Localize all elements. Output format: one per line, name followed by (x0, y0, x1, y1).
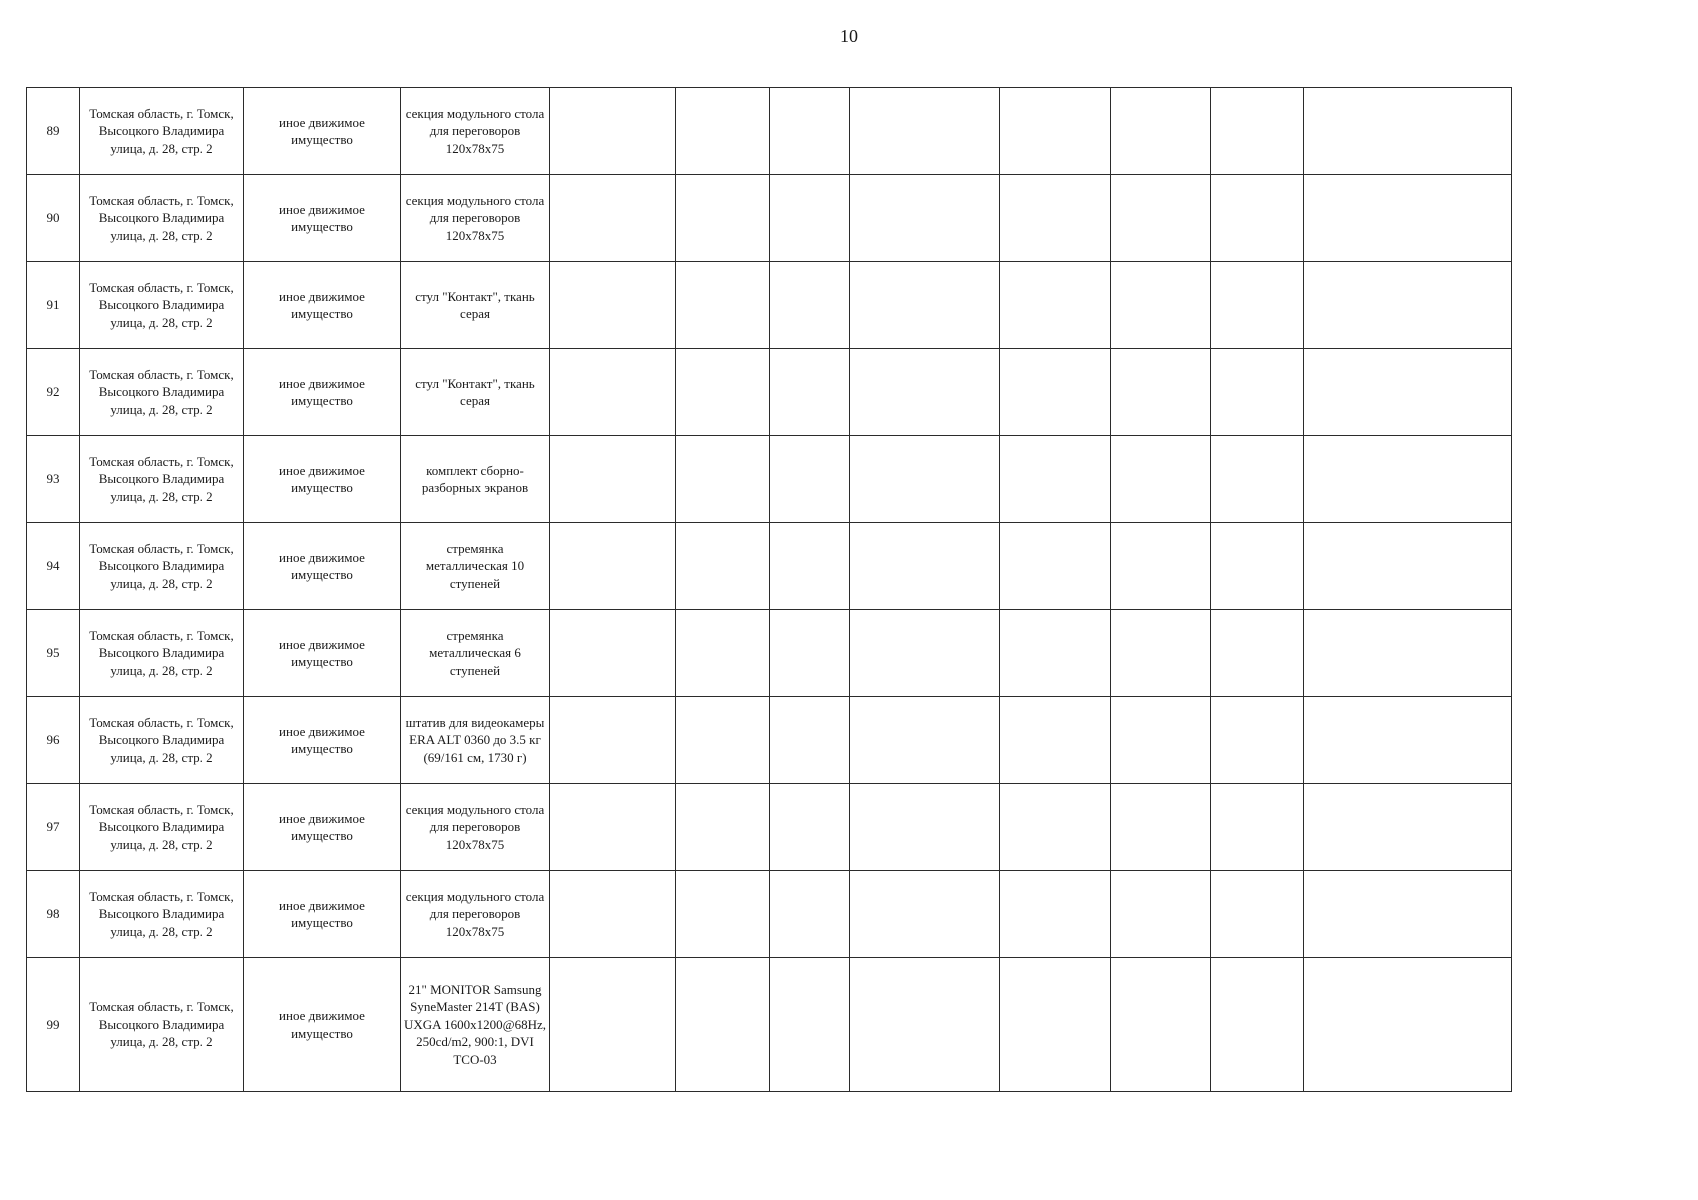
empty-cell (1211, 871, 1304, 958)
empty-cell (550, 610, 676, 697)
empty-cell (770, 958, 850, 1092)
address-cell: Томская область, г. Томск, Высоцкого Владимира улица, д. 28, стр. 2 (80, 697, 244, 784)
empty-cell (550, 871, 676, 958)
empty-cell (676, 697, 770, 784)
item-name-cell: комплект сборно-разборных экранов (401, 436, 550, 523)
property-type-cell: иное движимое имущество (244, 523, 401, 610)
empty-cell (850, 349, 1000, 436)
empty-cell (550, 436, 676, 523)
item-name-cell: секция модульного стола для переговоров 120х78х75 (401, 784, 550, 871)
empty-cell (1304, 88, 1512, 175)
table-row (27, 349, 1512, 436)
empty-cell (1111, 436, 1211, 523)
address-cell: Томская область, г. Томск, Высоцкого Владимира улица, д. 28, стр. 2 (80, 436, 244, 523)
empty-cell (770, 175, 850, 262)
empty-cell (850, 610, 1000, 697)
property-type-cell: иное движимое имущество (244, 262, 401, 349)
property-type-cell: иное движимое имущество (244, 88, 401, 175)
item-name-cell: стул "Контакт", ткань серая (401, 349, 550, 436)
empty-cell (770, 610, 850, 697)
empty-cell (1111, 610, 1211, 697)
property-type-cell: иное движимое имущество (244, 436, 401, 523)
empty-cell (1304, 175, 1512, 262)
empty-cell (676, 958, 770, 1092)
empty-cell (550, 349, 676, 436)
item-name-cell: стремянка металлическая 10 ступеней (401, 523, 550, 610)
empty-cell (850, 697, 1000, 784)
empty-cell (1000, 349, 1111, 436)
item-name-cell: стремянка металлическая 6 ступеней (401, 610, 550, 697)
empty-cell (1000, 784, 1111, 871)
row-number-cell: 93 (27, 436, 80, 523)
empty-cell (1000, 871, 1111, 958)
empty-cell (1000, 523, 1111, 610)
address-cell: Томская область, г. Томск, Высоцкого Владимира улица, д. 28, стр. 2 (80, 610, 244, 697)
empty-cell (1211, 88, 1304, 175)
empty-cell (850, 262, 1000, 349)
row-number-cell: 95 (27, 610, 80, 697)
empty-cell (1111, 523, 1211, 610)
empty-cell (1000, 88, 1111, 175)
property-type-cell: иное движимое имущество (244, 958, 401, 1092)
empty-cell (1211, 262, 1304, 349)
empty-cell (770, 697, 850, 784)
empty-cell (850, 958, 1000, 1092)
empty-cell (1000, 262, 1111, 349)
empty-cell (676, 349, 770, 436)
table-row (27, 958, 1512, 1092)
empty-cell (1304, 958, 1512, 1092)
empty-cell (850, 175, 1000, 262)
table-row (27, 697, 1512, 784)
empty-cell (1304, 262, 1512, 349)
empty-cell (1211, 958, 1304, 1092)
empty-cell (1304, 349, 1512, 436)
table-row (27, 436, 1512, 523)
empty-cell (550, 784, 676, 871)
item-name-cell: стул "Контакт", ткань серая (401, 262, 550, 349)
row-number-cell: 99 (27, 958, 80, 1092)
address-cell: Томская область, г. Томск, Высоцкого Владимира улица, д. 28, стр. 2 (80, 958, 244, 1092)
empty-cell (1000, 436, 1111, 523)
table-row (27, 175, 1512, 262)
registry-body (27, 88, 1512, 1092)
empty-cell (770, 784, 850, 871)
row-number-cell: 97 (27, 784, 80, 871)
empty-cell (770, 349, 850, 436)
empty-cell (1304, 610, 1512, 697)
empty-cell (550, 958, 676, 1092)
empty-cell (1211, 436, 1304, 523)
empty-cell (676, 784, 770, 871)
empty-cell (1000, 175, 1111, 262)
address-cell: Томская область, г. Томск, Высоцкого Владимира улица, д. 28, стр. 2 (80, 871, 244, 958)
table-row (27, 523, 1512, 610)
table-row (27, 88, 1512, 175)
empty-cell (1111, 784, 1211, 871)
empty-cell (550, 175, 676, 262)
property-type-cell: иное движимое имущество (244, 871, 401, 958)
address-cell: Томская область, г. Томск, Высоцкого Владимира улица, д. 28, стр. 2 (80, 88, 244, 175)
empty-cell (1211, 349, 1304, 436)
property-type-cell: иное движимое имущество (244, 784, 401, 871)
empty-cell (1000, 958, 1111, 1092)
empty-cell (1111, 958, 1211, 1092)
empty-cell (1111, 262, 1211, 349)
table-row (27, 262, 1512, 349)
property-type-cell: иное движимое имущество (244, 697, 401, 784)
empty-cell (770, 523, 850, 610)
empty-cell (676, 175, 770, 262)
row-number-cell: 89 (27, 88, 80, 175)
empty-cell (1304, 436, 1512, 523)
empty-cell (850, 871, 1000, 958)
empty-cell (1211, 784, 1304, 871)
empty-cell (550, 88, 676, 175)
empty-cell (1111, 697, 1211, 784)
empty-cell (1304, 784, 1512, 871)
row-number-cell: 90 (27, 175, 80, 262)
empty-cell (1304, 871, 1512, 958)
empty-cell (1211, 697, 1304, 784)
property-registry-table (26, 87, 1512, 1092)
empty-cell (770, 436, 850, 523)
empty-cell (850, 88, 1000, 175)
empty-cell (676, 88, 770, 175)
empty-cell (850, 523, 1000, 610)
empty-cell (1111, 175, 1211, 262)
empty-cell (550, 523, 676, 610)
empty-cell (1111, 88, 1211, 175)
page-number: 10 (840, 26, 858, 46)
table-row (27, 610, 1512, 697)
row-number-cell: 92 (27, 349, 80, 436)
empty-cell (1211, 175, 1304, 262)
empty-cell (676, 262, 770, 349)
address-cell: Томская область, г. Томск, Высоцкого Владимира улица, д. 28, стр. 2 (80, 523, 244, 610)
address-cell: Томская область, г. Томск, Высоцкого Владимира улица, д. 28, стр. 2 (80, 349, 244, 436)
address-cell: Томская область, г. Томск, Высоцкого Владимира улица, д. 28, стр. 2 (80, 262, 244, 349)
item-name-cell: секция модульного стола для переговоров 120х78х75 (401, 175, 550, 262)
row-number-cell: 94 (27, 523, 80, 610)
property-type-cell: иное движимое имущество (244, 349, 401, 436)
row-number-cell: 91 (27, 262, 80, 349)
empty-cell (550, 262, 676, 349)
empty-cell (770, 871, 850, 958)
item-name-cell: штатив для видеокамеры ERA ALT 0360 до 3.5 кг (69/161 см, 1730 г) (401, 697, 550, 784)
empty-cell (676, 871, 770, 958)
empty-cell (676, 523, 770, 610)
empty-cell (1111, 349, 1211, 436)
address-cell: Томская область, г. Томск, Высоцкого Владимира улица, д. 28, стр. 2 (80, 784, 244, 871)
empty-cell (550, 697, 676, 784)
empty-cell (1111, 871, 1211, 958)
property-type-cell: иное движимое имущество (244, 175, 401, 262)
empty-cell (770, 88, 850, 175)
property-type-cell: иное движимое имущество (244, 610, 401, 697)
empty-cell (1000, 610, 1111, 697)
empty-cell (676, 610, 770, 697)
item-name-cell: секция модульного стола для переговоров 120х78х75 (401, 88, 550, 175)
empty-cell (676, 436, 770, 523)
empty-cell (1211, 610, 1304, 697)
item-name-cell: 21" MONITOR Samsung SyneMaster 214T (BAS) UXGA 1600x1200@68Hz, 250cd/m2, 900:1, DVI TCO-03 (401, 958, 550, 1092)
empty-cell (850, 784, 1000, 871)
table-row (27, 871, 1512, 958)
address-cell: Томская область, г. Томск, Высоцкого Владимира улица, д. 28, стр. 2 (80, 175, 244, 262)
empty-cell (770, 262, 850, 349)
item-name-cell: секция модульного стола для переговоров 120х78х75 (401, 871, 550, 958)
empty-cell (1304, 697, 1512, 784)
row-number-cell: 98 (27, 871, 80, 958)
table-row (27, 784, 1512, 871)
empty-cell (1304, 523, 1512, 610)
empty-cell (850, 436, 1000, 523)
empty-cell (1000, 697, 1111, 784)
row-number-cell: 96 (27, 697, 80, 784)
empty-cell (1211, 523, 1304, 610)
